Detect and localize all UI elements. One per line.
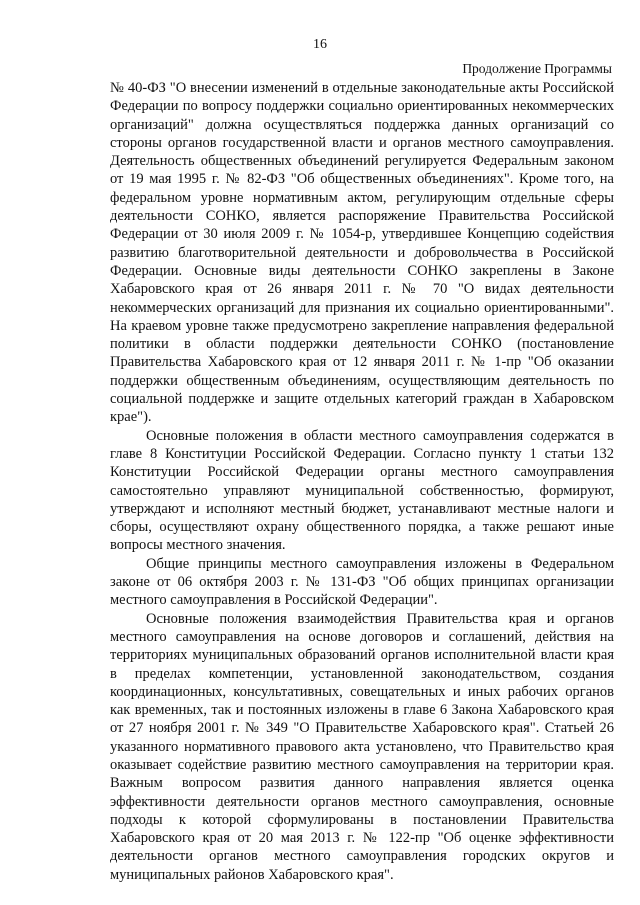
- running-head: Продолжение Программы: [462, 61, 612, 76]
- paragraph-general-principles: Общие принципы местного самоуправления изложены в Федеральном законе от 06 октября 2003 г. № 131-ФЗ "Об общих принципах организации местного самоуправления в Российской Федерации".: [110, 555, 614, 609]
- paragraph-continuation: № 40-ФЗ "О внесении изменений в отдельные законодательные акты Российской Федерации по вопросу поддержки социально ориентированных некоммерческих организаций" должна осуществляться поддержка данных организаций со стороны органов государственной власти и органов местного самоуправления. Деятельность общественных объединений регулируется Федеральным законом от 19 мая 1995 г. № 82-ФЗ "Об общественных объединениях". Кроме того, на федеральном уровне нормативным актом, регулирующим отдельные сферы деятельности СОНКО, является распоряжение Правительства Российской Федерации от 30 июля 2009 г. № 1054-р, утвердившее Концепцию содействия развитию благотворительной деятельности и добровольчества в Российской Федерации. Основные виды деятельности СОНКО закреплены в Законе Хабаровского края от 26 января 2011 г. № 70 "О видах деятельности некоммерческих организаций для признания их социально ориентированными". На краевом уровне также предусмотрено закрепление направления федеральной политики в области поддержки деятельности СОНКО (постановление Правительства Хабаровского края от 12 января 2011 г. № 1-пр "Об оказании поддержки общественным объединениям, осуществляющим деятельность по социальной поддержке и защите отдельных категорий граждан в Хабаровском крае").: [110, 80, 614, 426]
- paragraph-local-self-government: Основные положения в области местного самоуправления содержатся в главе 8 Конституции Российской Федерации. Согласно пункту 1 статьи 132 Конституции Российской Федерации органы местного самоуправления самостоятельно управляют муниципальной собственностью, формируют, утверждают и исполняют местный бюджет, устанавливают местные налоги и сборы, осуществляют охрану общественного порядка, а также решают иные вопросы местного значения.: [110, 427, 614, 554]
- body-text: [110, 79, 614, 884]
- paragraph-interaction: Основные положения взаимодействия Правительства края и органов местного самоуправления на основе договоров и соглашений, действия на территориях муниципальных образований органов исполнительной власти края в пределах компетенции, установленной законодательством, создания координационных, консультативных, совещательных и иных рабочих органов как временных, так и постоянных изложены в главе 6 Закона Хабаровского края от 27 ноября 2001 г. № 349 "О Правительстве Хабаровского края". Статьей 26 указанного нормативного правового акта установлено, что Правительство края оказывает содействие развитию местного самоуправления на территории края. Важным вопросом развития данного направления является оценка эффективности деятельности органов местного самоуправления, основные подходы к которой сформулированы в постановлении Правительства Хабаровского края от 20 мая 2013 г. № 122-пр "Об оценке эффективности деятельности органов местного самоуправления городских округов и муниципальных районов Хабаровского края".: [110, 610, 614, 883]
- page-number: 16: [313, 37, 327, 52]
